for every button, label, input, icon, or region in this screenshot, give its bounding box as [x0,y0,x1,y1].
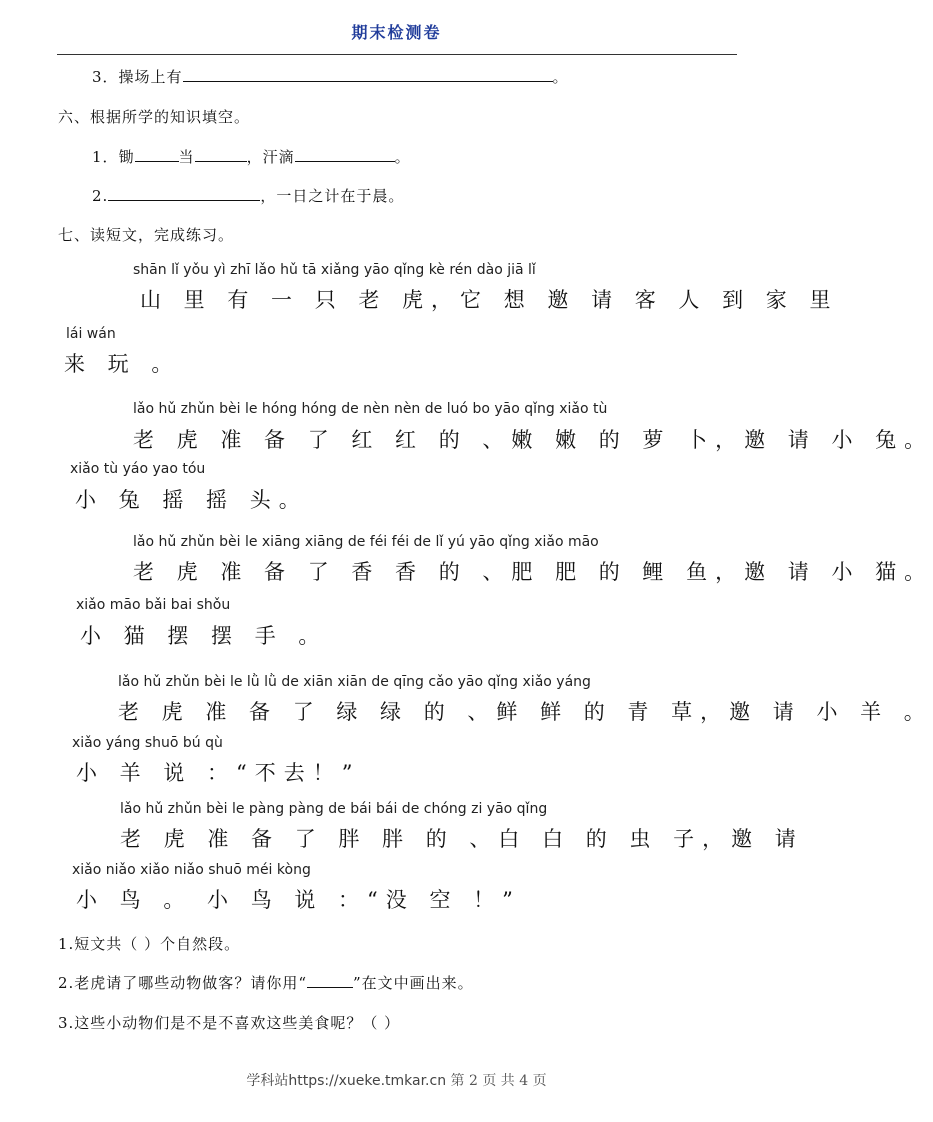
passage-p3b-pinyin: xiǎo māo bǎi bai shǒu [76,597,231,613]
item-3-prefix: 3．操场上有 [92,68,183,86]
s6-1-part-d: 。 [394,148,411,166]
passage-p1b-text: 来 玩 。 [64,352,181,376]
section-7-title: 七、读短文，完成练习。 [58,226,235,244]
passage-p1-pinyin: shān lǐ yǒu yì zhī lǎo hǔ tā xiǎng yāo qǐng kè rén dào jiā lǐ [133,262,536,278]
header-divider [57,54,737,55]
section-6-item-1 [92,146,411,167]
question-3: 3.这些小动物们是不是不喜欢这些美食呢？（ ） [58,1014,401,1032]
passage-p4b-pinyin: xiǎo yáng shuō bú qù [72,735,223,751]
section-6-item-2 [92,185,404,206]
s6-2-blank[interactable] [108,186,260,201]
s6-1-part-a: 1．锄 [92,148,135,166]
footer-page-number: 第 2 页 共 4 页 [450,1073,547,1089]
passage-p2b-text: 小 兔 摇 摇 头。 [75,488,308,512]
question-2-part-a: 2.老虎请了哪些动物做客？请你用“ [58,974,307,992]
item-3-blank[interactable] [183,67,553,82]
passage-p1b-pinyin: lái wán [66,326,116,342]
passage-p2b-pinyin: xiǎo tù yáo yao tóu [70,461,206,477]
passage-p4-pinyin: lǎo hǔ zhǔn bèi le lǜ lǜ de xiān xiān de qīng cǎo yāo qǐng xiǎo yáng [118,674,591,690]
section-6-title: 六、根据所学的知识填空。 [58,108,251,126]
s6-2-part-a: 2. [92,187,109,205]
passage-p1-text: 山 里 有 一 只 老 虎，它 想 邀 请 客 人 到 家 里 [140,288,839,312]
s6-2-part-b: ，一日之计在于晨。 [260,187,405,205]
passage-p2-text: 老 虎 准 备 了 红 红 的 、嫩 嫩 的 萝 卜，邀 请 小 兔。 [133,428,933,452]
item-3-suffix: 。 [552,68,569,86]
s6-1-blank-2[interactable] [195,147,247,162]
passage-p3b-text: 小 猫 摆 摆 手 。 [80,624,328,648]
item-3-line [92,66,569,87]
passage-p4b-text: 小 羊 说 ：“不去！” [76,761,361,785]
passage-p2-pinyin: lǎo hǔ zhǔn bèi le hóng hóng de nèn nèn de luó bo yāo qǐng xiǎo tù [133,401,608,417]
s6-1-blank-3[interactable] [295,147,395,162]
footer-site[interactable]: 学科站https://xueke.tmkar.cn [246,1073,447,1089]
s6-1-part-c: ，汗滴 [246,148,295,166]
passage-p5-text: 老 虎 准 备 了 胖 胖 的 、白 白 的 虫 子，邀 请 [120,827,804,851]
passage-p3-text: 老 虎 准 备 了 香 香 的 、肥 肥 的 鲤 鱼，邀 请 小 猫。 [133,560,933,584]
passage-p5b-pinyin: xiǎo niǎo xiǎo niǎo shuō méi kòng [72,862,311,878]
passage-p3-pinyin: lǎo hǔ zhǔn bèi le xiāng xiāng de féi féi de lǐ yú yāo qǐng xiǎo māo [133,534,599,550]
passage-p4-text: 老 虎 准 备 了 绿 绿 的 、鲜 鲜 的 青 草，邀 请 小 羊 。 [118,700,933,724]
page-footer [0,1070,793,1090]
s6-1-blank-1[interactable] [135,147,179,162]
question-2 [58,972,474,993]
question-2-underline-sample [307,973,353,988]
s6-1-part-b: 当 [178,148,195,166]
passage-p5b-text: 小 鸟 。 小 鸟 说 ：“没 空 ！” [76,888,521,912]
passage-p5-pinyin: lǎo hǔ zhǔn bèi le pàng pàng de bái bái de chóng zi yāo qǐng [120,801,548,817]
page-header-title: 期末检测卷 [351,23,442,42]
question-2-part-b: ”在文中画出来。 [352,974,474,992]
question-1: 1.短文共（ ）个自然段。 [58,935,241,953]
